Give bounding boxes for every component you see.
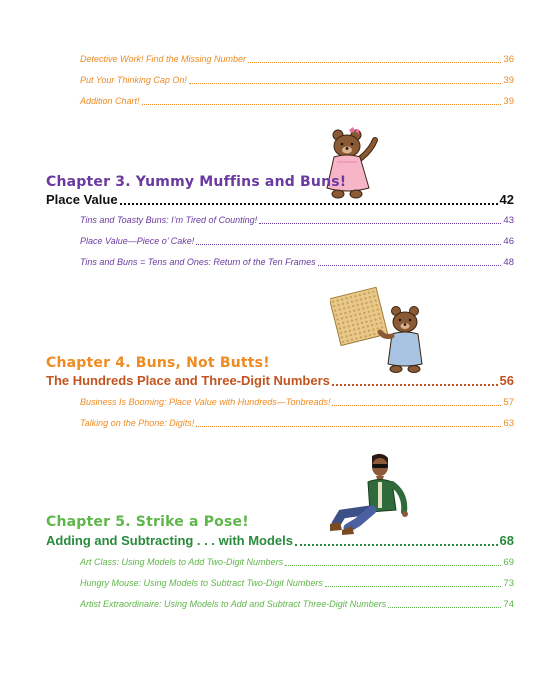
toc-main-title: Place Value — [46, 192, 118, 207]
boy-with-sunglasses-sitting-illustration — [328, 452, 424, 538]
toc-entry[interactable] — [80, 397, 514, 408]
toc-main-page: 42 — [499, 192, 514, 207]
toc-entry[interactable] — [80, 215, 514, 226]
toc-entry-title: Tins and Buns = Tens and Ones: Return of the Ten Frames — [80, 257, 316, 267]
toc-entry-page: 63 — [503, 418, 514, 429]
chapter-4-main-entry[interactable] — [46, 373, 514, 388]
chapter-5-main-entry[interactable] — [46, 533, 514, 548]
toc-entry[interactable] — [80, 418, 514, 429]
toc-entry-title: Hungry Mouse: Using Models to Subtract Two-Digit Numbers — [80, 578, 323, 588]
toc-entry-title: Business Is Booming: Place Value with Hundreds—Tonbreads! — [80, 397, 331, 407]
dot-leader — [285, 565, 501, 566]
toc-entry[interactable] — [80, 557, 514, 568]
toc-entry[interactable] — [80, 578, 514, 589]
toc-entry-page: 69 — [503, 557, 514, 568]
dot-leader — [332, 384, 498, 386]
dot-leader — [142, 104, 502, 105]
toc-main-title: Adding and Subtracting . . . with Models — [46, 533, 293, 548]
toc-entry-page: 46 — [503, 236, 514, 247]
toc-entry-page: 73 — [503, 578, 514, 589]
toc-entry[interactable] — [80, 236, 514, 247]
toc-main-page: 56 — [499, 373, 514, 388]
dot-leader — [120, 203, 498, 205]
toc-entry[interactable] — [80, 96, 514, 107]
dot-leader — [388, 607, 501, 608]
dot-leader — [248, 62, 501, 63]
dot-leader — [189, 83, 502, 84]
toc-entry-page: 39 — [503, 75, 514, 86]
toc-entry-page: 36 — [503, 54, 514, 65]
toc-entry-title: Place Value—Piece o’ Cake! — [80, 236, 195, 246]
bear-holding-hundred-grid-illustration — [330, 284, 438, 374]
dot-leader — [325, 586, 502, 587]
dot-leader — [196, 244, 501, 245]
toc-main-page: 68 — [499, 533, 514, 548]
toc-entry[interactable] — [80, 257, 514, 268]
toc-entry-page: 43 — [503, 215, 514, 226]
toc-entry-title: Art Class: Using Models to Add Two-Digit Numbers — [80, 557, 284, 567]
chapter-3-main-entry[interactable] — [46, 192, 514, 207]
toc-entry-page: 74 — [503, 599, 514, 610]
toc-entry-page: 39 — [503, 96, 514, 107]
toc-entry-title: Put Your Thinking Cap On! — [80, 75, 187, 85]
toc-main-title: The Hundreds Place and Three-Digit Numbers — [46, 373, 330, 388]
toc-entry-title: Tins and Toasty Buns: I’m Tired of Counting! — [80, 215, 258, 225]
dot-leader — [196, 426, 501, 427]
chapter-5-heading: Chapter 5. Strike a Pose! — [46, 514, 249, 530]
toc-entry[interactable] — [80, 75, 514, 86]
toc-entry[interactable] — [80, 599, 514, 610]
toc-entry[interactable] — [80, 54, 514, 65]
dot-leader — [318, 265, 502, 266]
toc-entry-page: 57 — [503, 397, 514, 408]
chapter-3-heading: Chapter 3. Yummy Muffins and Buns! — [46, 174, 347, 190]
toc-entry-page: 48 — [503, 257, 514, 268]
toc-entry-title: Talking on the Phone: Digits! — [80, 418, 195, 428]
dot-leader — [295, 544, 498, 546]
chapter-4-heading: Chapter 4. Buns, Not Butts! — [46, 355, 270, 371]
toc-entry-title: Detective Work! Find the Missing Number — [80, 54, 247, 64]
toc-entry-title: Addition Chart! — [80, 96, 140, 106]
dot-leader — [259, 223, 501, 224]
dot-leader — [332, 405, 501, 406]
toc-entry-title: Artist Extraordinaire: Using Models to Add and Subtract Three-Digit Numbers — [80, 599, 387, 609]
